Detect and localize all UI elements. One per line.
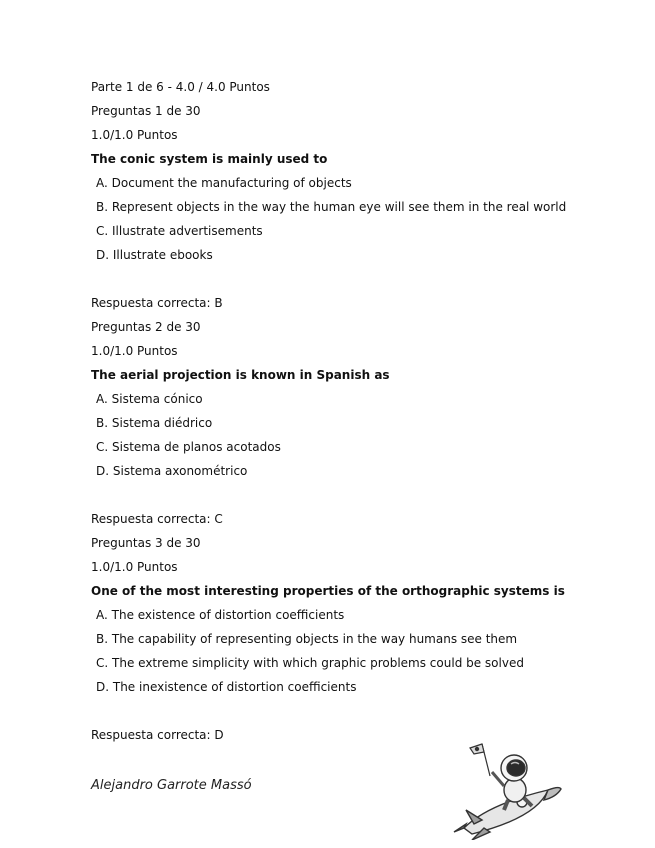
question-block-1 bbox=[91, 99, 611, 315]
author-signature: Alejandro Garrote Massó bbox=[91, 778, 252, 793]
astronaut-rocket-icon bbox=[452, 740, 562, 840]
option-a: A. Sistema cónico bbox=[96, 392, 203, 406]
correct-answer: Respuesta correcta: C bbox=[91, 512, 223, 526]
option-d: D. Sistema axonométrico bbox=[96, 464, 248, 478]
option-d: D. The inexistence of distortion coefficients bbox=[96, 680, 357, 694]
option-c: C. Sistema de planos acotados bbox=[96, 440, 281, 454]
option-a: A. The existence of distortion coefficients bbox=[96, 608, 345, 622]
spacer bbox=[91, 267, 611, 291]
option-a: A. Document the manufacturing of objects bbox=[96, 176, 352, 190]
question-score: 1.0/1.0 Puntos bbox=[91, 560, 178, 574]
option-c: C. The extreme simplicity with which graphic problems could be solved bbox=[96, 656, 524, 670]
option-c: C. Illustrate advertisements bbox=[96, 224, 263, 238]
spacer bbox=[91, 699, 611, 723]
question-block-2 bbox=[91, 315, 611, 531]
question-block-3 bbox=[91, 531, 611, 747]
question-score: 1.0/1.0 Puntos bbox=[91, 344, 178, 358]
question-title: One of the most interesting properties of the orthographic systems is bbox=[91, 584, 565, 598]
question-counter: Preguntas 3 de 30 bbox=[91, 536, 201, 550]
correct-answer: Respuesta correcta: B bbox=[91, 296, 223, 310]
correct-answer: Respuesta correcta: D bbox=[91, 728, 224, 742]
part-header: Parte 1 de 6 - 4.0 / 4.0 Puntos bbox=[91, 80, 270, 94]
option-b: B. Represent objects in the way the human eye will see them in the real world bbox=[96, 200, 567, 214]
option-b: B. Sistema diédrico bbox=[96, 416, 213, 430]
question-counter: Preguntas 1 de 30 bbox=[91, 104, 201, 118]
document-body bbox=[91, 75, 611, 747]
option-d: D. Illustrate ebooks bbox=[96, 248, 213, 262]
question-counter: Preguntas 2 de 30 bbox=[91, 320, 201, 334]
option-b: B. The capability of representing objects in the way humans see them bbox=[96, 632, 518, 646]
question-score: 1.0/1.0 Puntos bbox=[91, 128, 178, 142]
question-title: The conic system is mainly used to bbox=[91, 152, 328, 166]
question-title: The aerial projection is known in Spanish as bbox=[91, 368, 390, 382]
spacer bbox=[91, 483, 611, 507]
